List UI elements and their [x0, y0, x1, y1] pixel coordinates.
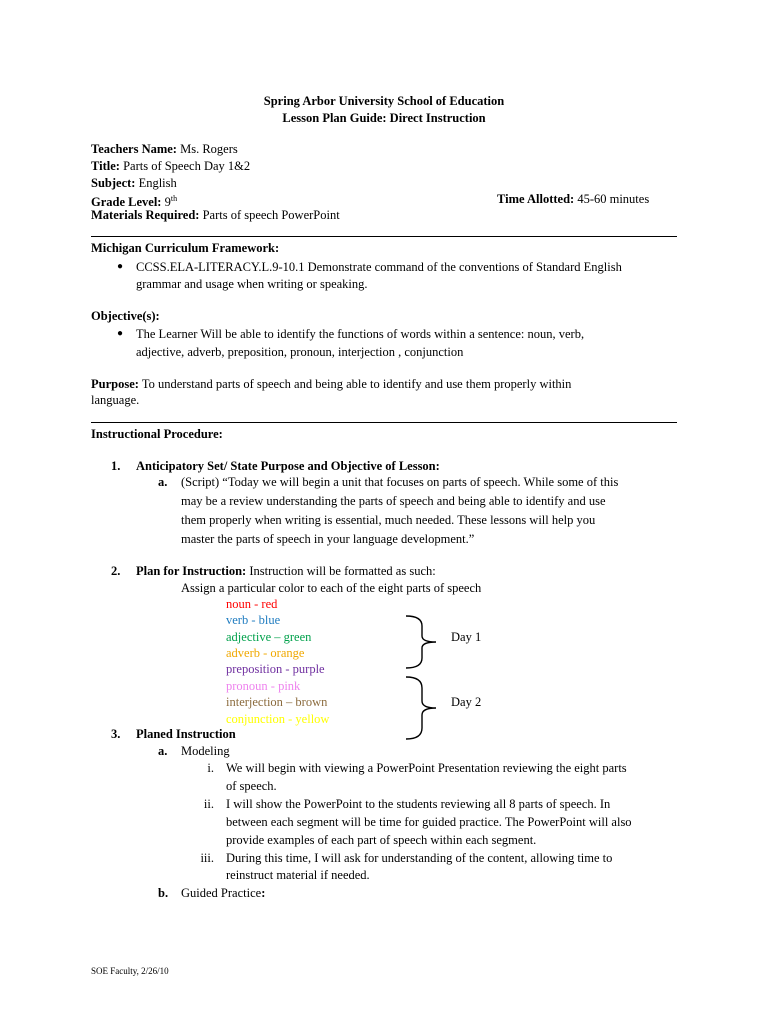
time-value: 45-60 minutes — [577, 192, 650, 206]
color-item-noun: noun - red — [226, 597, 278, 611]
teacher-value: Ms. Rogers — [180, 142, 238, 156]
item-2-number: 2. — [111, 564, 121, 578]
grade-sup: th — [170, 194, 178, 203]
purpose-row — [91, 376, 571, 392]
school-title: Spring Arbor University School of Education — [263, 94, 505, 108]
roman-ii-line-1: I will show the PowerPoint to the students reviewing all 8 parts of speech. In — [226, 797, 611, 811]
teacher-label: Teachers Name: — [91, 142, 177, 156]
color-item-adjective: adjective – green — [226, 630, 312, 644]
footer: SOE Faculty, 2/26/10 — [91, 966, 169, 976]
color-item-adverb: adverb - orange — [226, 646, 305, 660]
framework-line-1: CCSS.ELA-LITERACY.L.9-10.1 Demonstrate command of the conventions of Standard English — [136, 260, 622, 274]
roman-i-line-1: We will begin with viewing a PowerPoint Presentation reviewing the eight parts — [226, 761, 627, 775]
roman-ii-line-2: between each segment will be time for guided practice. The PowerPoint will also — [226, 815, 632, 829]
item-1a-line-1: (Script) “Today we will begin a unit that focuses on parts of speech. While some of this — [181, 475, 619, 489]
divider-1 — [91, 236, 677, 237]
item-3a-text: Modeling — [181, 744, 230, 758]
color-item-conjunction: conjunction - yellow — [226, 712, 330, 726]
roman-iii-line-1: During this time, I will ask for understanding of the content, allowing time to — [226, 851, 613, 865]
brace-icon — [402, 675, 442, 741]
item-1a-line-3: them properly when writing is essential, much needed. These lessons will help you — [181, 513, 596, 527]
color-item-interjection: interjection – brown — [226, 695, 328, 709]
item-1a-line-4: master the parts of speech in your language development.” — [181, 532, 475, 546]
item-1-title: Anticipatory Set/ State Purpose and Objective of Lesson: — [136, 459, 440, 473]
framework-heading: Michigan Curriculum Framework: — [91, 241, 280, 255]
item-1-number: 1. — [111, 459, 121, 473]
roman-i-line-2: of speech. — [226, 779, 277, 793]
teacher-row — [91, 141, 238, 157]
item-3b-colon: : — [261, 886, 266, 900]
title-value: Parts of Speech Day 1&2 — [123, 159, 251, 173]
roman-iii-line-2: reinstruct material if needed. — [226, 868, 370, 882]
time-row — [497, 191, 649, 207]
day-1-label: Day 1 — [451, 630, 482, 644]
item-1a-letter: a. — [158, 475, 168, 489]
grade-label: Grade Level: — [91, 195, 162, 210]
item-3b-letter: b. — [158, 886, 169, 900]
item-3a-letter: a. — [158, 744, 168, 758]
title-label: Title: — [91, 159, 120, 173]
item-2-title: Plan for Instruction: — [136, 564, 247, 578]
item-3-number: 3. — [111, 727, 121, 741]
objective-line-2: adjective, adverb, preposition, pronoun, interjection , conjunction — [136, 345, 464, 359]
bullet-icon: ● — [117, 328, 124, 339]
objectives-heading: Objective(s): — [91, 309, 160, 323]
roman-ii-line-3: provide examples of each part of speech within each segment. — [226, 833, 537, 847]
roman-i: i. — [207, 761, 214, 775]
purpose-line-2: language. — [91, 393, 140, 407]
materials-row — [91, 207, 340, 223]
color-item-verb: verb - blue — [226, 613, 281, 627]
subject-label: Subject: — [91, 176, 136, 190]
divider-2 — [91, 422, 677, 423]
item-1a-line-2: may be a review understanding the parts of speech and being able to identify and use — [181, 494, 606, 508]
materials-label: Materials Required: — [91, 208, 200, 222]
item-2-text: Instruction will be formatted as such: — [249, 564, 436, 578]
time-label: Time Allotted: — [497, 192, 575, 206]
materials-value: Parts of speech PowerPoint — [202, 208, 340, 222]
subject-value: English — [138, 176, 177, 190]
title-row — [91, 158, 250, 174]
day-2-label: Day 2 — [451, 695, 482, 709]
objective-line-1: The Learner Will be able to identify the functions of words within a sentence: noun, verb, — [136, 327, 585, 341]
color-item-preposition: preposition - purple — [226, 662, 325, 676]
item-3-title: Planed Instruction — [136, 727, 236, 741]
brace-icon — [402, 614, 442, 670]
guide-title: Lesson Plan Guide: Direct Instruction — [282, 111, 486, 125]
item-3b-row — [181, 885, 265, 901]
assign-text: Assign a particular color to each of the eight parts of speech — [181, 581, 482, 595]
item-3b-text: Guided Practice — [181, 886, 262, 900]
purpose-label: Purpose: — [91, 377, 139, 391]
bullet-icon: ● — [117, 261, 124, 272]
color-item-pronoun: pronoun - pink — [226, 679, 301, 693]
subject-row — [91, 175, 177, 191]
procedure-heading: Instructional Procedure: — [91, 427, 223, 441]
grade-value: 9 — [164, 195, 171, 210]
framework-line-2: grammar and usage when writing or speaking. — [136, 277, 368, 291]
item-2-row — [136, 563, 436, 579]
roman-ii: ii. — [203, 797, 214, 811]
purpose-line-1: To understand parts of speech and being able to identify and use them properly within — [141, 377, 572, 391]
roman-iii: iii. — [200, 851, 214, 865]
